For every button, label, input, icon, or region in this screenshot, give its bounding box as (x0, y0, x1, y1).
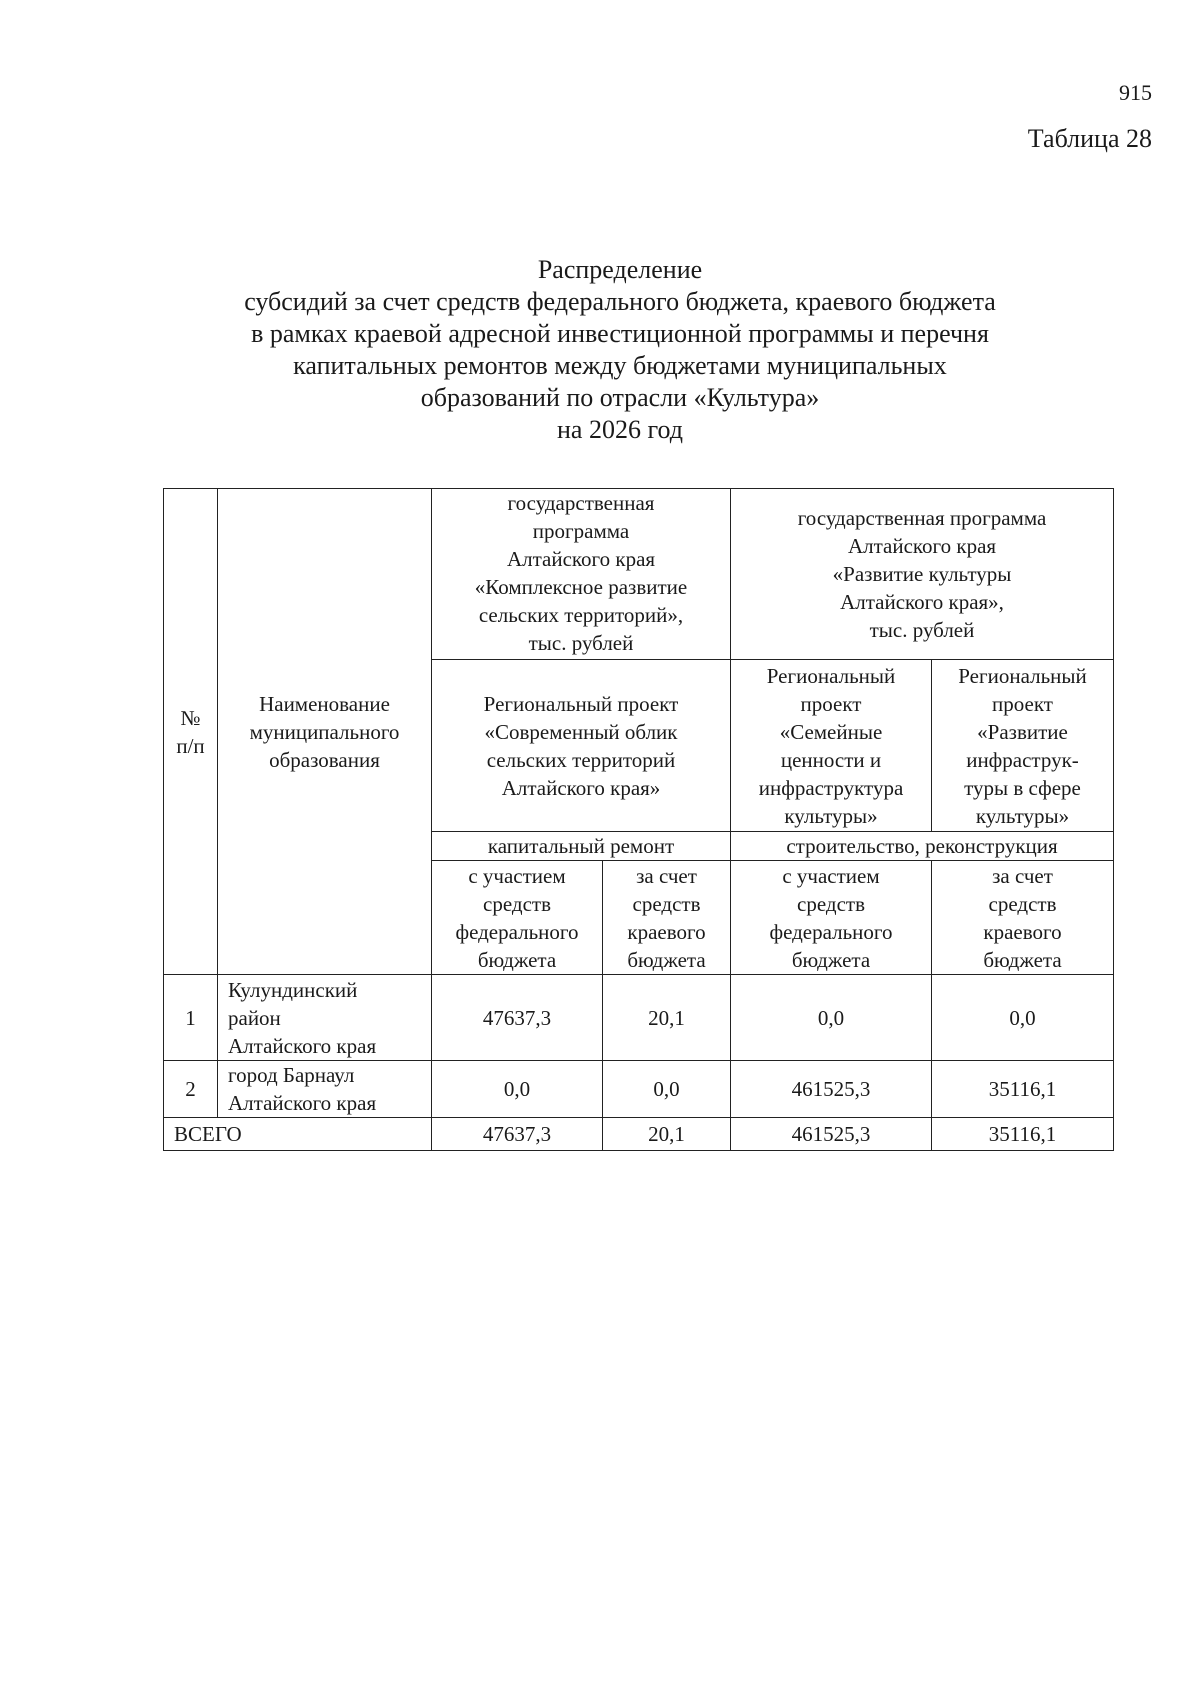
header-federal-share-2: с участием средств федерального бюджета (731, 861, 932, 975)
header-row-programs (164, 489, 1114, 660)
value-cell: 0,0 (932, 975, 1114, 1061)
value-cell: 0,0 (603, 1061, 731, 1118)
subsidy-distribution-table (163, 488, 1114, 1151)
header-capital-repair: капитальный ремонт (432, 832, 731, 861)
title-line: в рамках краевой адресной инвестиционной программы и перечня (251, 319, 989, 348)
page-number: 915 (1119, 80, 1152, 105)
table-row (164, 1061, 1114, 1118)
value-cell: 0,0 (731, 975, 932, 1061)
header-number: № п/п (164, 489, 218, 975)
title-line: образований по отрасли «Культура» (420, 383, 820, 412)
value-cell: 0,0 (432, 1061, 603, 1118)
header-project-rural-look: Региональный проект «Современный облик сельских территорий Алтайского края» (432, 660, 731, 832)
total-value: 20,1 (603, 1118, 731, 1151)
value-cell: 47637,3 (432, 975, 603, 1061)
total-value: 47637,3 (432, 1118, 603, 1151)
total-value: 461525,3 (731, 1118, 932, 1151)
row-number: 1 (164, 975, 218, 1061)
table-row (164, 975, 1114, 1061)
header-program-rural: государственная программа Алтайского края «Комплексное развитие сельских территорий», тыс. рублей (432, 489, 731, 660)
header-project-family-values: Региональный проект «Семейные ценности и инфраструктура культуры» (731, 660, 932, 832)
title-line: Распределение (537, 255, 703, 284)
value-cell: 461525,3 (731, 1061, 932, 1118)
header-federal-share-1: с участием средств федерального бюджета (432, 861, 603, 975)
document-title (160, 254, 1080, 446)
title-line: субсидий за счет средств федерального бюджета, краевого бюджета (244, 287, 996, 316)
title-line: на 2026 год (557, 415, 683, 444)
header-program-culture: государственная программа Алтайского края «Развитие культуры Алтайского края», тыс. рублей (731, 489, 1114, 660)
municipality-name: город Барнаул Алтайского края (218, 1061, 432, 1118)
header-regional-share-1: за счет средств краевого бюджета (603, 861, 731, 975)
header-municipality-name: Наименование муниципального образования (218, 489, 432, 975)
municipality-name: Кулундинский район Алтайского края (218, 975, 432, 1061)
row-number: 2 (164, 1061, 218, 1118)
title-line: капитальных ремонтов между бюджетами муниципальных (293, 351, 947, 380)
header-project-culture-infrastructure: Региональный проект «Развитие инфраструк- туры в сфере культуры» (932, 660, 1114, 832)
value-cell: 20,1 (603, 975, 731, 1061)
table-reference: Таблица 28 (1027, 124, 1152, 153)
header-regional-share-2: за счет средств краевого бюджета (932, 861, 1114, 975)
total-value: 35116,1 (932, 1118, 1114, 1151)
header-construction: строительство, реконструкция (731, 832, 1114, 861)
total-label: ВСЕГО (164, 1118, 432, 1151)
total-row (164, 1118, 1114, 1151)
value-cell: 35116,1 (932, 1061, 1114, 1118)
